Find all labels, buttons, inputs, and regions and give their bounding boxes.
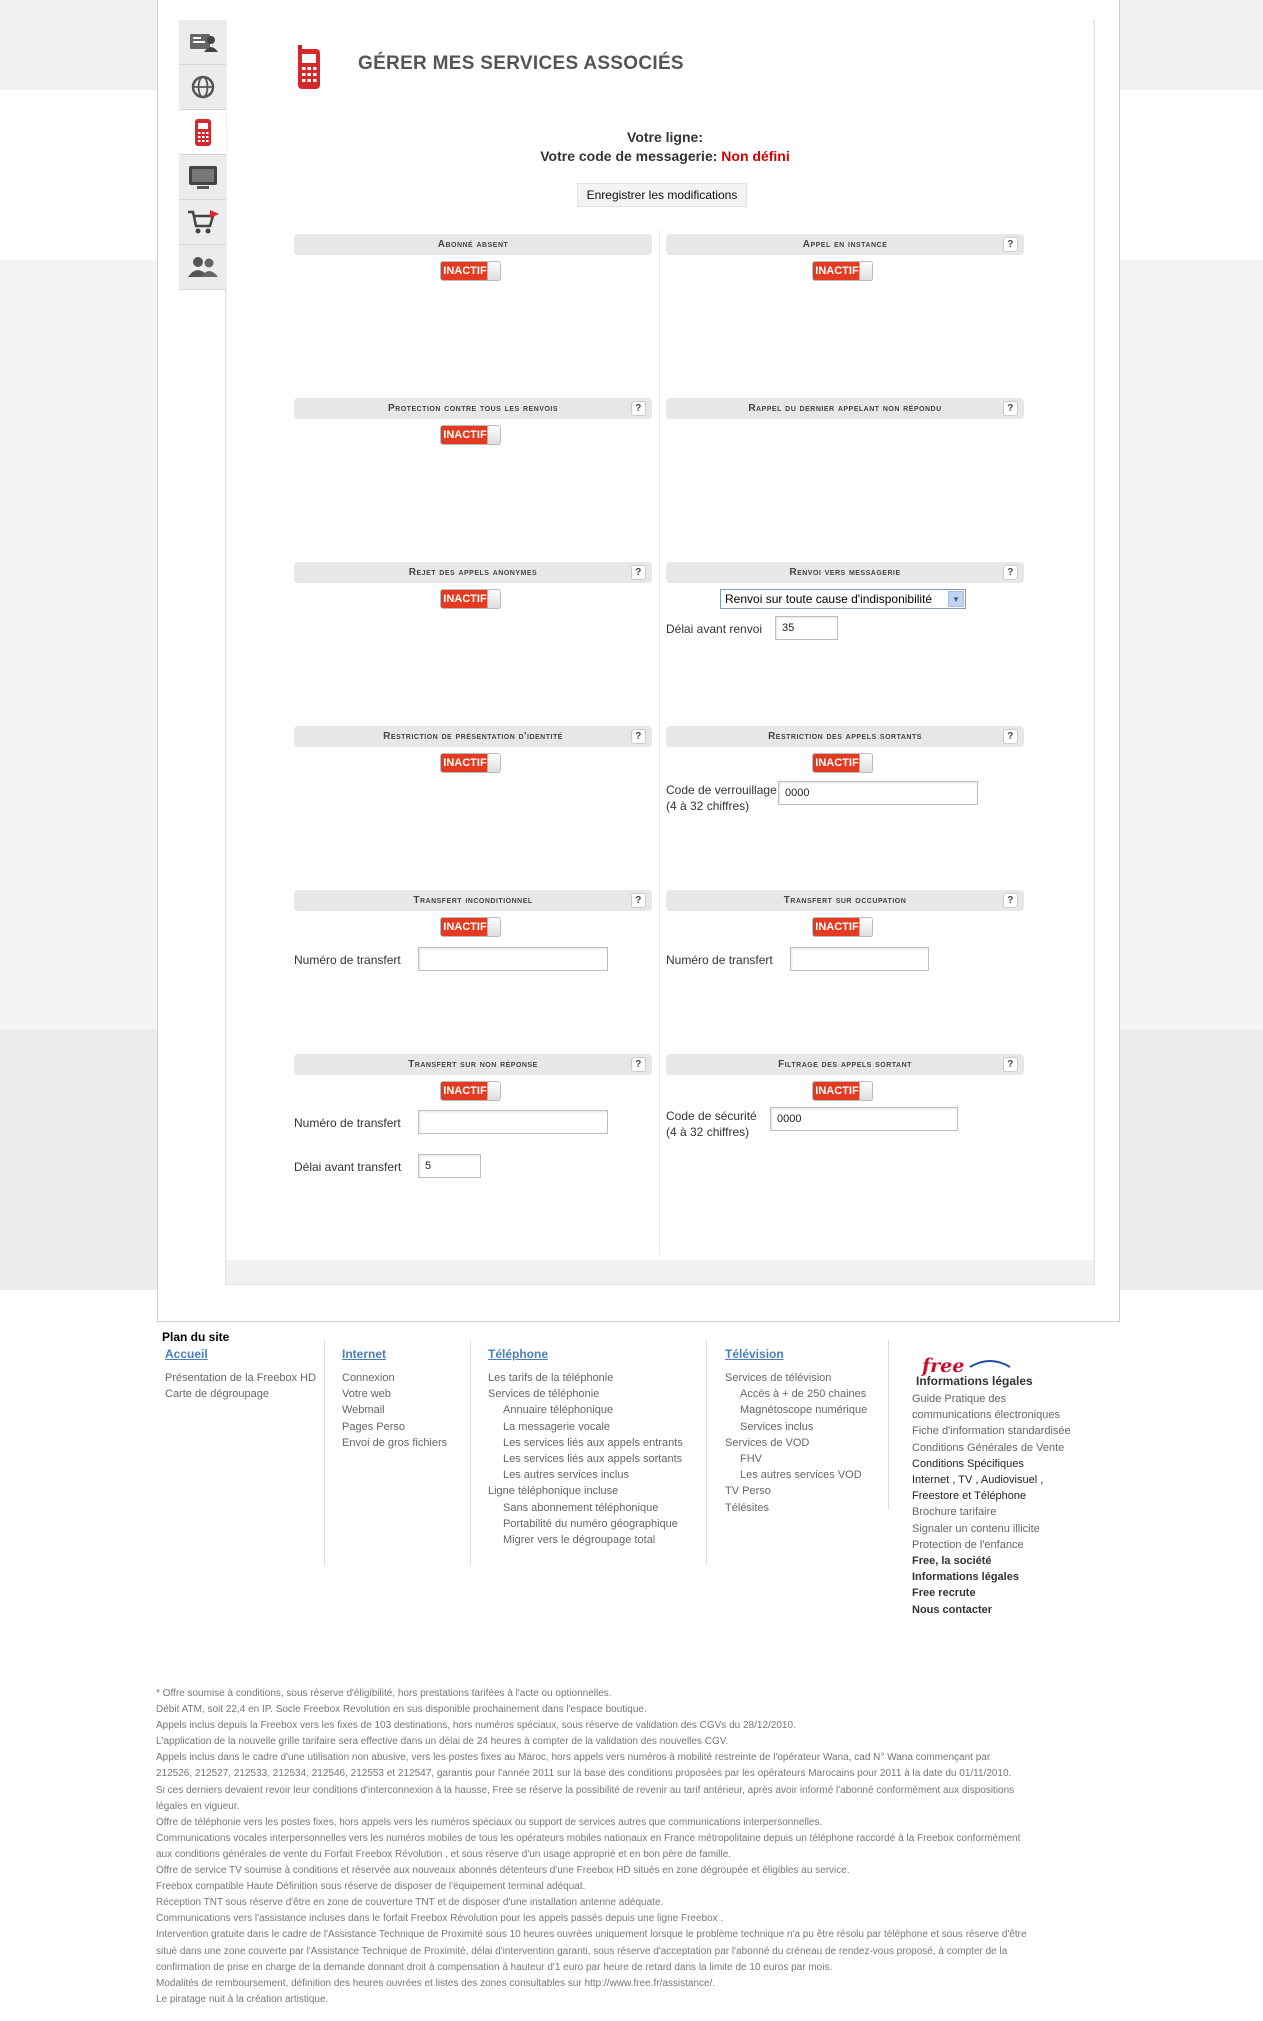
footer-divider [706,1340,707,1565]
footer-link[interactable]: Conditions Générales de Vente [912,1441,1065,1454]
footer-heading-link[interactable]: Accueil [165,1347,208,1361]
footer-divider [888,1340,889,1510]
renvoi-mode-select[interactable] [720,589,966,609]
footer-link[interactable]: Les autres services VOD [740,1469,862,1482]
service-restriction-sortants [660,722,1032,886]
legal-heading: Informations légales [916,1374,1033,1388]
service-transfert-non-reponse [288,1050,660,1255]
toggle-knob [859,918,872,936]
footer-link[interactable]: Signaler un contenu illicite [912,1522,1040,1535]
footer-link[interactable]: Protection de l'enfance [912,1538,1024,1551]
disclaimer-line: légales en vigueur. [156,1800,240,1812]
internet-globe-icon [190,74,216,100]
help-icon[interactable]: ? [631,401,646,416]
toggle-switch[interactable] [440,261,501,281]
help-icon[interactable]: ? [631,729,646,744]
toggle-label: INACTIF [441,590,489,608]
toggle-label: INACTIF [441,426,489,444]
side-nav-account[interactable] [179,20,226,65]
footer-link[interactable]: Conditions Spécifiques [912,1457,1024,1470]
footer-heading-link[interactable]: Téléphone [488,1347,549,1361]
toggle-knob [487,262,500,280]
toggle-switch[interactable] [812,261,873,281]
service-title: Rappel du dernier appelant non répondu [748,403,942,414]
toggle-knob [487,426,500,444]
disclaimer-line: Freebox compatible Haute Définition sous réserve de disposer de l'équipement terminal adéquat. [156,1881,586,1893]
help-icon[interactable]: ? [631,1057,646,1072]
toggle-switch[interactable] [440,589,501,609]
footer-link[interactable]: Les services liés aux appels entrants [503,1436,683,1449]
footer-link[interactable]: Envoi de gros fichiers [342,1436,448,1449]
security-code-input[interactable]: 0000 [770,1107,958,1131]
footer-link[interactable]: Migrer vers le dégroupage total [503,1534,656,1547]
toggle-knob [487,1082,500,1100]
disclaimer-line: Débit ATM, soit 22,4 en IP. Socle Freebox Revolution en sus disponible prochainement dans l'espace boutique. [156,1704,647,1716]
disclaimer-line: Appels inclus dans le cadre d'une utilisation non abusive, vers les postes fixes au Maroc, hors appels vers numéros à mobilité restreinte de l'opérateur Wana, cad N° Wana commençant par [156,1752,991,1764]
service-restriction-identite [288,722,660,886]
footer-link[interactable]: Services inclus [740,1420,814,1433]
help-icon[interactable]: ? [1003,237,1018,252]
toggle-label: INACTIF [441,918,489,936]
disclaimer-line: Si ces derniers devaient revoir leur conditions d'interconnexion à la hausse, Free se réserve la possibilité de revenir au tarif antérieur, après avoir informé l'abonné conformément aux dispositions [156,1784,1015,1796]
disclaimer-line: Offre de service TV soumise à conditions et réservée aux nouveaux abonnés détenteurs d'une Freebox HD situés en zone dégroupée et éligibles au service. [156,1865,850,1877]
service-title: Abonné absent [437,239,509,250]
disclaimer-line: Appels inclus depuis la Freebox vers les fixes de 103 destinations, hors numéros spéciaux, sous réserve de validation des CGVs du 28/12/2010. [156,1720,796,1732]
help-icon[interactable]: ? [631,565,646,580]
service-renvoi-messagerie [660,558,1032,722]
disclaimer-line: Communications vers l'assistance incluses dans le forfait Freebox Révolution pour les appels passés depuis une ligne Freebox . [156,1913,724,1925]
disclaimer-line: Modalités de remboursement, définition des heures ouvrées et listes des zones consultables sur http://www.free.fr/assistance/. [156,1977,716,1989]
transfer-delay-label: Délai avant transfert [294,1160,402,1174]
footer-link[interactable]: Les services liés aux appels sortants [503,1453,683,1466]
service-appel-instance [660,230,1032,394]
footer-link[interactable]: Ligne téléphonique incluse [488,1485,619,1498]
side-nav-telephone[interactable] [179,110,226,155]
footer-link[interactable]: Brochure tarifaire [912,1506,997,1519]
service-transfert-inconditionnel [288,886,660,1050]
footer-divider [324,1340,325,1565]
toggle-switch[interactable] [440,1081,501,1101]
toggle-label: INACTIF [441,754,489,772]
toggle-knob [859,1082,872,1100]
footer-link[interactable]: Télésites [725,1501,770,1514]
footer-link[interactable]: Free, la société [912,1555,992,1568]
footer-link[interactable]: TV Perso [725,1485,771,1498]
footer-link[interactable]: Pages Perso [342,1420,405,1433]
service-title: Transfert sur occupation [783,895,907,906]
footer-link[interactable]: La messagerie vocale [503,1420,611,1433]
code-label [666,782,777,814]
toggle-switch[interactable] [440,425,501,445]
service-title: Protection contre tous les renvois [388,403,558,414]
disclaimer-line: Intervention gratuite dans le cadre de l'Assistance Technique de Proximité sous 10 heures ouvrées uniquement lorsque le problème technique n'a pu être résolu par téléphone et sous réserve d'être [156,1929,1027,1941]
disclaimer-line: 212526, 212527, 212533, 212534, 212546, 212553 et 212547, garantis pour l'année 2011 sur la base des conditions proposées par les opérateurs Marocains pour 2011 à la date du 01/11/2010. [156,1768,1012,1780]
mobile-phone-icon [296,45,322,89]
footer-link[interactable]: Nous contacter [912,1603,993,1616]
transfer-number-input[interactable] [418,947,608,971]
help-icon[interactable]: ? [1003,401,1018,416]
mobile-phone-icon [194,117,212,147]
toggle-label: INACTIF [441,262,489,280]
side-nav-television[interactable] [179,155,226,200]
side-nav-internet[interactable] [179,65,226,110]
help-icon[interactable]: ? [1003,1057,1018,1072]
toggle-knob [859,754,872,772]
footer-heading-link[interactable]: Télévision [725,1347,784,1361]
footer-link[interactable]: Les tarifs de la téléphonie [488,1372,614,1384]
television-icon [187,164,219,190]
footer-link[interactable]: Webmail [342,1404,385,1417]
transfer-number-label: Numéro de transfert [294,953,401,967]
sitemap-title: Plan du site [162,1330,230,1344]
footer-link[interactable]: Carte de dégroupage [165,1388,269,1401]
toggle-switch[interactable] [440,753,501,773]
disclaimer-line: situé dans une zone couverte par l'Assistance Technique de Proximité, délai d'intervention garanti, sous réserve d'acceptation par l'abonné du créneau de rendez-vous proposé, à compter de la [156,1945,1008,1957]
footer-link[interactable]: communications électroniques [912,1409,1060,1422]
service-protection-renvois [288,394,660,558]
service-title: Restriction des appels sortants [768,731,922,742]
footer-col-telephone [488,1347,683,1548]
footer-link[interactable]: Free recrute [912,1587,976,1600]
disclaimer-line: L'application de la nouvelle grille tarifaire sera effective dans un délai de 24 heures à compter de la validation des nouvelles CGV. [156,1736,729,1748]
toggle-switch[interactable] [440,917,501,937]
code-label-line: Code de sécurité [666,1109,757,1123]
help-icon[interactable]: ? [1003,893,1018,908]
footer-col-legal [912,1391,1071,1618]
service-rejet-anonymes [288,558,660,722]
select-value: Renvoi sur toute cause d'indisponibilité [725,592,933,606]
help-icon[interactable]: ? [631,893,646,908]
delay-input[interactable]: 35 [775,616,838,640]
save-button[interactable]: Enregistrer les modifications [577,183,747,207]
security-code-label [666,1108,757,1140]
footer-link[interactable]: Services de télévision [725,1372,832,1384]
service-rappel-dernier [660,394,1032,558]
chevron-down-icon: ▼ [948,591,964,607]
help-icon[interactable]: ? [1003,565,1018,580]
footer-link[interactable]: FHV [740,1453,762,1466]
toggle-knob [487,590,500,608]
toggle-switch[interactable] [812,753,873,773]
service-transfert-occupation [660,886,1032,1050]
footer-link[interactable]: Informations légales [912,1571,1019,1584]
transfer-number-input[interactable] [790,947,929,971]
footer-link[interactable]: Fiche d'information standardisée [912,1425,1071,1438]
side-nav-boutique[interactable] [179,200,226,245]
toggle-label: INACTIF [813,262,861,280]
footer-link[interactable]: Présentation de la Freebox HD [165,1372,317,1384]
footer-link[interactable]: Freestore et Téléphone [912,1490,1027,1503]
footer-heading-link[interactable]: Internet [342,1347,387,1361]
voicemail-info [490,147,840,166]
shopping-cart-icon [186,208,220,236]
code-label-hint: (4 à 32 chiffres) [666,1125,750,1139]
footer-link[interactable]: Internet , TV , Audiovisuel , [912,1474,1044,1487]
toggle-knob [487,918,500,936]
footer-link[interactable]: Services de VOD [725,1436,810,1449]
service-title: Filtrage des appels sortant [778,1059,912,1070]
service-title: Rejet des appels anonymes [408,567,538,578]
transfer-number-label: Numéro de transfert [666,953,773,967]
voicemail-label: Votre code de messagerie: [540,148,718,164]
side-nav-users[interactable] [179,245,226,290]
toggle-knob [487,754,500,772]
disclaimer-line: Offre de téléphonie vers les postes fixes, hors appels vers les numéros spéciaux ou support de services autres que communications interpersonnelles. [156,1816,823,1828]
transfer-delay-input[interactable]: 5 [418,1154,481,1178]
line-label: Votre ligne: [627,129,703,145]
account-icon [188,30,218,54]
footer-col-internet [342,1347,447,1451]
footer-link[interactable]: Les autres services inclus [503,1469,629,1482]
line-info [490,128,840,166]
footer-link[interactable]: Magnétoscope numérique [740,1404,868,1417]
footer-link[interactable]: Accès à + de 250 chaines [740,1388,867,1401]
service-title: Renvoi vers messagerie [789,567,901,578]
footer-link[interactable]: Sans abonnement téléphonique [503,1501,659,1514]
toggle-knob [859,262,872,280]
legal-disclaimer [156,1686,1116,2008]
disclaimer-line: Communications vocales interpersonnelles vers les numéros mobiles de tous les opérateurs mobiles nationaux en France métropolitaine depuis un téléphone raccordé à la Freebox conformément [156,1832,1021,1844]
toggle-label: INACTIF [813,918,861,936]
disclaimer-line: aux conditions générales de vente du Forfait Freebox Révolution , et sous réserve d'un usage approprié et en bon père de famille. [156,1848,732,1860]
service-abonne-absent [288,230,660,394]
page-header-phone-icon [296,45,322,94]
users-group-icon [187,255,219,279]
disclaimer-line: * Offre soumise à conditions, sous réserve d'éligibilité, hors prestations tarifées à l'acte ou optionnelles. [156,1688,612,1699]
page-title: GÉRER MES SERVICES ASSOCIÉS [358,53,684,74]
service-title: Transfert inconditionnel [413,895,533,906]
disclaimer-line: confirmation de prise en charge de la demande donnant droit à compensation à hauteur d'1 euro par heure de retard dans la limite de 10 euros par mois. [156,1961,833,1973]
footer-link[interactable]: Portabilité du numéro géographique [503,1517,678,1530]
disclaimer-line: Le piratage nuit à la création artistique. [156,1993,329,2005]
toggle-label: INACTIF [813,754,861,772]
footer-link[interactable]: Connexion [342,1372,395,1384]
logo-text: free [922,1357,965,1377]
service-title: Appel en instance [802,239,888,250]
service-title: Restriction de présentation d'identité [383,731,563,742]
service-filtrage-sortant [660,1050,1032,1255]
transfer-number-input[interactable] [418,1110,608,1134]
toggle-switch[interactable] [812,917,873,937]
toggle-label: INACTIF [813,1082,861,1100]
footer-link[interactable]: Guide Pratique des [912,1393,1007,1405]
voicemail-value: Non défini [721,148,790,164]
footer-col-accueil [165,1347,316,1402]
side-nav [179,20,226,290]
code-label-hint: (4 à 32 chiffres) [666,799,750,813]
delay-label: Délai avant renvoi [666,622,763,636]
disclaimer-line: Réception TNT sous réserve d'être en zone de couverture TNT et de disposer d'une installation antenne adéquate. [156,1897,664,1909]
transfer-number-label: Numéro de transfert [294,1116,401,1130]
toggle-switch[interactable] [812,1081,873,1101]
help-icon[interactable]: ? [1003,729,1018,744]
footer-link[interactable]: Annuaire téléphonique [503,1404,614,1417]
toggle-label: INACTIF [441,1082,489,1100]
service-title: Transfert sur non réponse [408,1059,538,1070]
code-label-line: Code de verrouillage [666,783,777,797]
lock-code-input[interactable]: 0000 [778,781,978,805]
footer-col-television [725,1347,867,1516]
footer-divider [470,1340,471,1565]
footer-link[interactable]: Votre web [342,1388,391,1401]
footer-link[interactable]: Services de téléphonie [488,1388,600,1401]
